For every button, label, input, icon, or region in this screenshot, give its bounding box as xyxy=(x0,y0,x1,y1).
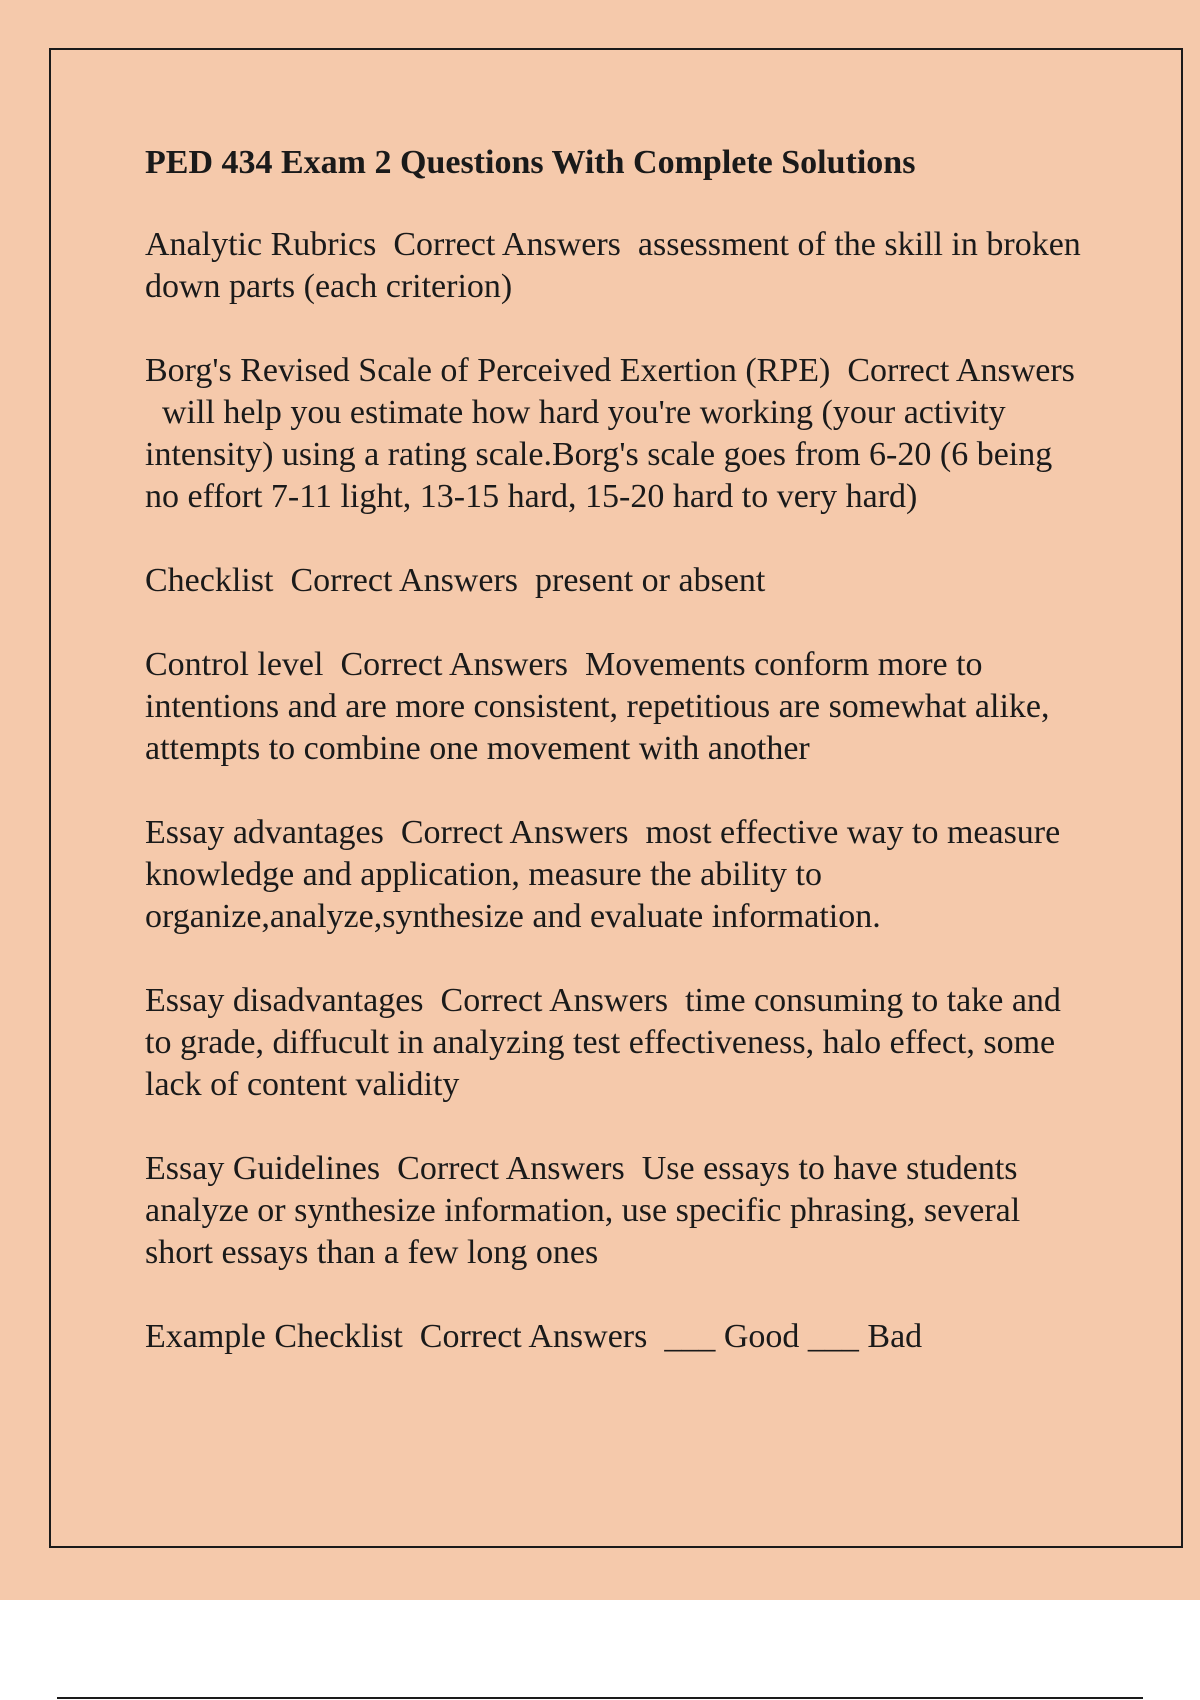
qa-entry xyxy=(145,644,1090,770)
entry-term: Essay disadvantages xyxy=(145,982,424,1019)
entry-answer: time consuming to take and to grade, diffucult in analyzing test effectiveness, halo effect, some lack of content validity xyxy=(145,982,1061,1103)
entry-answer: ___ Good ___ Bad xyxy=(664,1318,923,1355)
entry-answer: most effective way to measure knowledge and application, measure the ability to organize,analyze,synthesize and evaluate information. xyxy=(145,814,1061,935)
entry-answer: Use essays to have students analyze or synthesize information, use specific phrasing, several short essays than a few long ones xyxy=(145,1150,1021,1271)
document-content xyxy=(145,142,1090,1400)
answer-label: Correct Answers xyxy=(440,982,669,1019)
answer-label: Correct Answers xyxy=(419,1318,648,1355)
entry-term: Essay Guidelines xyxy=(145,1150,381,1187)
entry-answer: will help you estimate how hard you're working (your activity intensity) using a rating scale.Borg's scale goes from 6-20 (6 being no effort 7-11 light, 13-15 hard, 15-20 hard to very hard) xyxy=(145,394,1053,515)
entry-term: Essay advantages xyxy=(145,814,384,851)
entry-term: Borg's Revised Scale of Perceived Exertion (RPE) xyxy=(145,352,831,389)
qa-entry xyxy=(145,812,1090,938)
qa-entry xyxy=(145,1316,1090,1358)
qa-entry xyxy=(145,1148,1090,1274)
footer-divider xyxy=(57,1697,1143,1699)
answer-label: Correct Answers xyxy=(847,352,1075,389)
answer-label: Correct Answers xyxy=(393,226,621,263)
entry-answer: present or absent xyxy=(535,562,766,599)
answer-label: Correct Answers xyxy=(397,1150,625,1187)
entry-term: Example Checklist xyxy=(145,1318,403,1355)
entry-answer: assessment of the skill in broken down parts (each criterion) xyxy=(145,226,1081,305)
document-title: PED 434 Exam 2 Questions With Complete Solutions xyxy=(145,144,916,181)
qa-entry xyxy=(145,224,1090,308)
entry-term: Control level xyxy=(145,646,324,683)
answer-label: Correct Answers xyxy=(340,646,569,683)
qa-entry xyxy=(145,980,1090,1106)
entry-term: Checklist xyxy=(145,562,274,599)
qa-entry xyxy=(145,560,1090,602)
answer-label: Correct Answers xyxy=(290,562,518,599)
qa-entry xyxy=(145,350,1090,518)
answer-label: Correct Answers xyxy=(400,814,629,851)
entry-answer: Movements conform more to intentions and are more consistent, repetitious are somewhat alike, attempts to combine one movement with another xyxy=(145,646,1050,767)
entry-term: Analytic Rubrics xyxy=(145,226,377,263)
